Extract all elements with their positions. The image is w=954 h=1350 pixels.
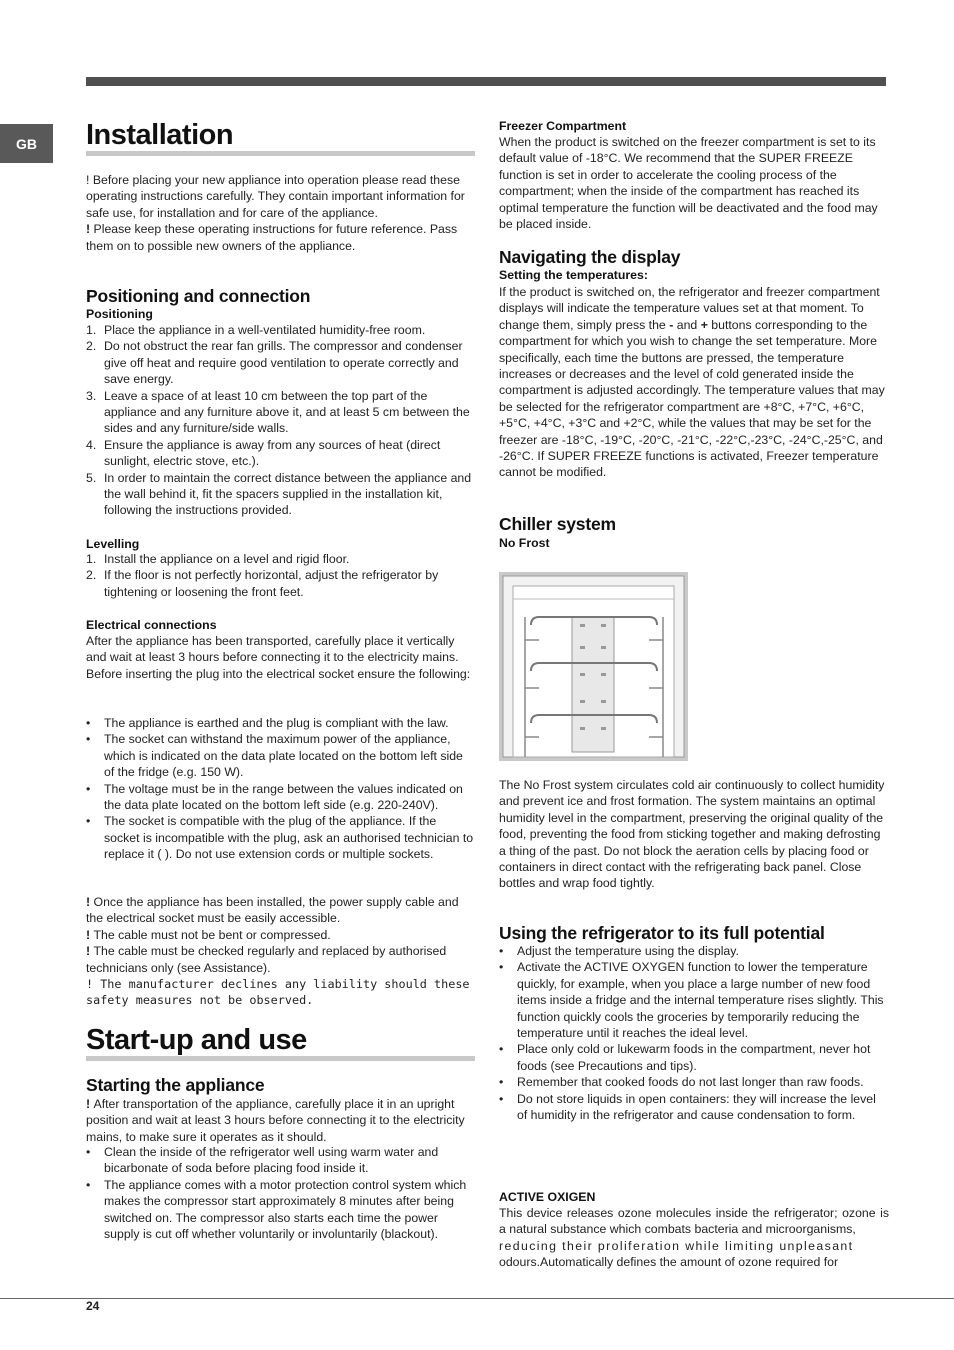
electrical-list <box>86 715 475 863</box>
warning-line: ! The cable must be checked regularly and replaced by authorised technicians only (see Assistance). <box>86 944 447 975</box>
top-header-bar <box>86 77 886 86</box>
list-item: 5. In order to maintain the correct distance between the appliance and the wall behind it, fit the spacers supplied in the installation kit, following the instructions provided. <box>86 470 472 518</box>
list-item: • Do not store liquids in open containers: they will increase the level of humidity in the refrigerator and cause condensation to form. <box>499 1091 876 1123</box>
positioning-heading: Positioning and connection <box>86 286 311 306</box>
freezer-text: When the product is switched on the freezer compartment is set to its default value of -18°C. We recommend that the SUPER FREEZE function is set in order to accelerate the cooling process of the compartment; when the inside of the compartment has reached its optimal temperature the function will be deactivated and the food may be placed inside. <box>499 135 878 232</box>
list-item: • Adjust the temperature using the display. <box>499 944 739 958</box>
display-heading: Navigating the display <box>499 247 681 267</box>
list-item: 3. Leave a space of at least 10 cm between the top part of the appliance and any furniture above it, and at least 5 cm between the sides and any furniture/side walls. <box>86 388 470 436</box>
electrical-subheading: Electrical connections <box>86 618 217 632</box>
list-item: • The socket can withstand the maximum power of the appliance, which is indicated on the data plate located on the bottom left side of the fridge (e.g. 150 W). <box>86 732 463 780</box>
list-item: • The voltage must be in the range between the values indicated on the data plate located on the bottom left side (e.g. 220-240V). <box>86 781 463 813</box>
potential-list <box>499 943 889 1123</box>
installation-title: Installation <box>86 119 234 151</box>
list-item: • The appliance is earthed and the plug is compliant with the law. <box>86 716 449 730</box>
oxigen-line: reducing their proliferation while limiting unpleasant <box>499 1238 854 1253</box>
oxigen-line: odours.Automatically defines the amount of ozone required for <box>499 1255 839 1270</box>
installation-title-rule <box>86 151 475 156</box>
list-item: 1. Install the appliance on a level and rigid floor. <box>86 552 350 566</box>
list-item: • Activate the ACTIVE OXYGEN function to lower the temperature quickly, for example, when you place a large number of new food items inside a fridge and the internal temperature rises slightly. This function quickly cools the groceries by temporarily reducing the temperature until it reaches the ideal level. <box>499 960 884 1041</box>
starting-heading: Starting the appliance <box>86 1075 265 1095</box>
chiller-subheading: No Frost <box>499 536 550 550</box>
positioning-list <box>86 322 475 519</box>
list-item: 2. If the floor is not perfectly horizontal, adjust the refrigerator by tightening or loosening the front feet. <box>86 568 439 599</box>
list-item: 1. Place the appliance in a well-ventilated humidity-free room. <box>86 323 426 337</box>
oxigen-text <box>499 1205 889 1271</box>
list-item: • Clean the inside of the refrigerator well using warm water and bicarbonate of soda before placing food inside it. <box>86 1145 439 1176</box>
levelling-list <box>86 551 475 600</box>
page-number: 24 <box>86 1299 100 1313</box>
installation-warnings <box>86 894 475 1009</box>
startup-title-rule <box>86 1056 475 1061</box>
potential-heading: Using the refrigerator to its full potential <box>499 923 825 943</box>
display-subheading: Setting the temperatures: <box>499 268 648 282</box>
intro-warning: ! Please keep these operating instructions for future reference. Pass them on to possible new owners of the appliance. <box>86 222 458 253</box>
intro-paragraph: ! Before placing your new appliance into operation please read these operating instructions carefully. They contain important information for safe use, for installation and for care of the appliance. <box>86 173 465 220</box>
fridge-interior-image <box>499 572 688 761</box>
list-item: • The appliance comes with a motor protection control system which makes the compressor start approximately 8 minutes after being switched on. The compressor also starts each time the power supply is cut off whether voluntarily or involuntarily (blackout). <box>86 1177 467 1242</box>
list-item: • The socket is compatible with the plug of the appliance. If the socket is incompatible with the plug, ask an authorised technician to replace it ( ). Do not use extension cords or multiple sockets. <box>86 814 474 862</box>
display-text: If the product is switched on, the refrigerator and freezer compartment displays will indicate the temperature values set at that moment. To change them, simply press the - and + buttons corresponding to the compartment for which you wish to change the set temperature. More specifically, each time the buttons are pressed, the temperature increases or decreases and the level of cold generated inside the compartment is adjusted accordingly. The temperature values that may be selected for the refrigerator compartment are +8°C, +7°C, +6°C, +5°C, +4°C, +3°C and +2°C, while the values that may be set for the freezer are -18°C, -19°C, -20°C, -21°C, -22°C,-23°C, -24°C,-25°C, and -26°C. If SUPER FREEZE functions is activated, Freezer temperature cannot be modified. <box>499 285 885 480</box>
starting-text: ! After transportation of the appliance, carefully place it in an upright position and wait at least 3 hours before connecting it to the electricity mains, to make sure it operates as it should. <box>86 1097 465 1144</box>
footer-rule <box>0 1298 954 1299</box>
startup-title: Start-up and use <box>86 1024 307 1056</box>
language-tab: GB <box>0 124 53 163</box>
list-item: • Place only cold or lukewarm foods in the compartment, never hot foods (see Precautions and tips). <box>499 1042 871 1073</box>
warning-line: ! The cable must not be bent or compressed. <box>86 927 331 942</box>
installation-intro <box>86 172 475 254</box>
oxigen-line: This device releases ozone molecules inside the refrigerator; ozone is a natural substance which combats bacteria and microorganisms, <box>499 1206 889 1237</box>
list-item: • Remember that cooked foods do not last longer than raw foods. <box>499 1075 864 1090</box>
positioning-subheading: Positioning <box>86 307 153 321</box>
levelling-subheading: Levelling <box>86 537 140 551</box>
list-item: 4. Ensure the appliance is away from any sources of heat (direct sunlight, electric stove, etc.). <box>86 437 441 469</box>
electrical-text: After the appliance has been transported, carefully place it vertically and wait at least 3 hours before connecting it to the electricity mains. Before inserting the plug into the electrical socket ensure the following: <box>86 634 471 681</box>
chiller-text: The No Frost system circulates cold air continuously to collect humidity and prevent ice and frost formation. The system maintains an optimal humidity level in the compartment, preserving the original quality of the food, preventing the food from sticking together and making defrosting a thing of the past. Do not block the aeration cells by placing food or containers in direct contact with the refrigerating back panel. Close bottles and wrap food tightly. <box>499 778 885 891</box>
list-item: 2. Do not obstruct the rear fan grills. The compressor and condenser give off heat and require good ventilation to operate correctly and save energy. <box>86 339 463 387</box>
fridge-illustration <box>499 572 688 761</box>
warning-line: ! Once the appliance has been installed, the power supply cable and the electrical socket must be easily accessible. <box>86 895 459 926</box>
starting-list <box>86 1144 475 1242</box>
liability-warning: ! The manufacturer declines any liability should these safety measures not be observed. <box>86 977 470 1008</box>
oxigen-subheading: ACTIVE OXIGEN <box>499 1190 596 1204</box>
freezer-subheading: Freezer Compartment <box>499 119 627 133</box>
chiller-heading: Chiller system <box>499 514 616 534</box>
